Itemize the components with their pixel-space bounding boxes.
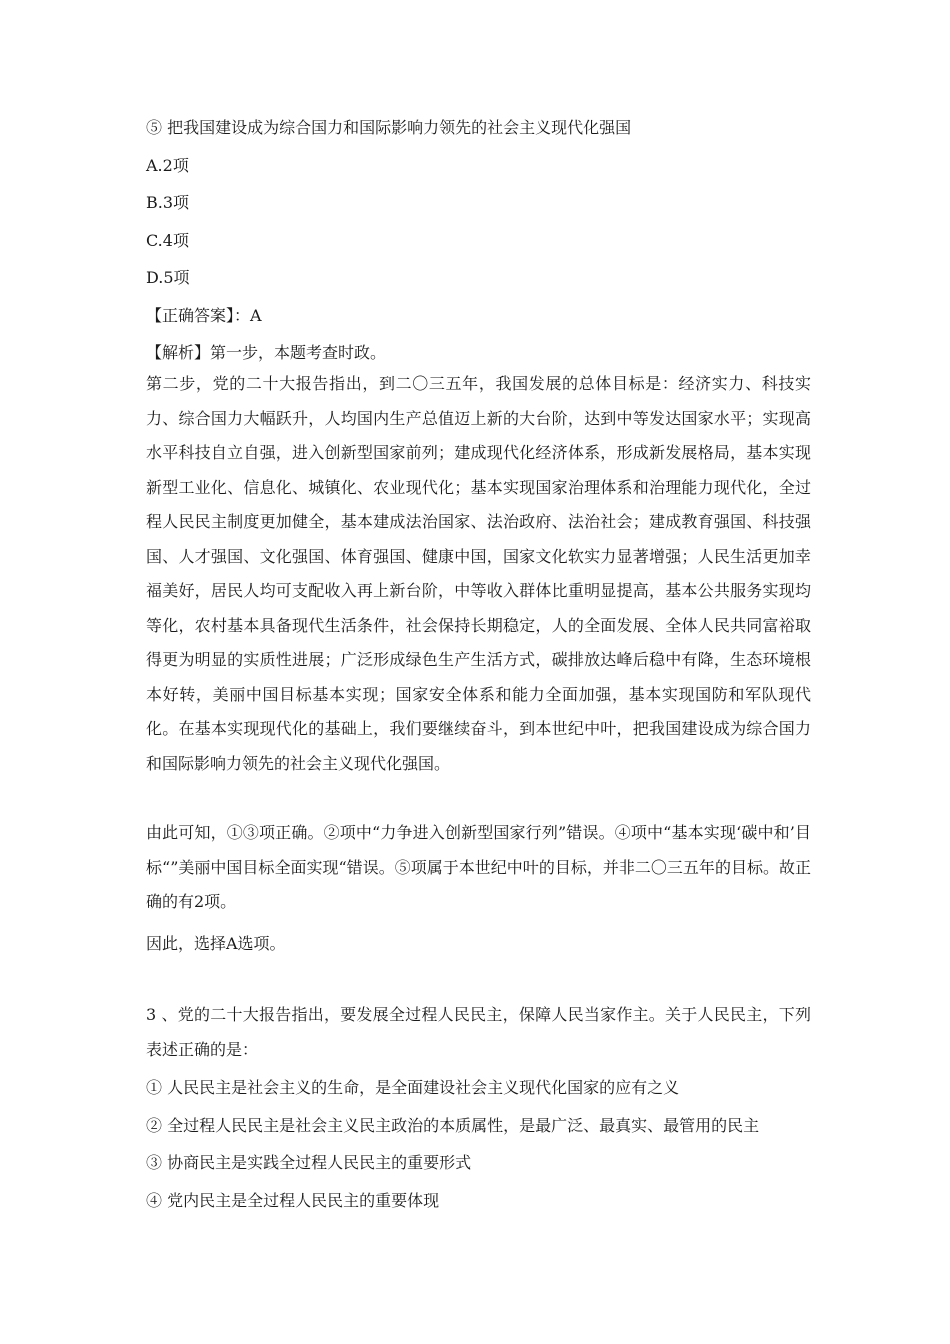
option-5: ⑤ 把我国建设成为综合国力和国际影响力领先的社会主义现代化强国 <box>146 118 632 137</box>
q3-option-3: ③ 协商民主是实践全过程人民民主的重要形式 <box>146 1153 472 1172</box>
question-3-options <box>146 1069 811 1219</box>
correct-answer: 【正确答案】：A <box>146 305 262 325</box>
q3-option-1: ① 人民民主是社会主义的生命，是全面建设社会主义现代化国家的应有之义 <box>146 1078 680 1097</box>
analysis-intro: 【解析】第一步，本题考查时政。 <box>146 343 387 362</box>
previous-question-tail <box>146 109 811 372</box>
choice-d: D.5项 <box>146 268 190 287</box>
question-3-stem: 3 、党的二十大报告指出，要发展全过程人民民主，保障人民当家作主。关于人民民主，下列表述正确的是： <box>146 1005 811 1059</box>
choice-b: B.3项 <box>146 193 190 212</box>
analysis-final: 因此，选择A选项。 <box>146 934 286 953</box>
analysis-conclusion: 由此可知，①③项正确。②项中“力争进入创新型国家行列”错误。④项中“基本实现‘碳中和’目标“”美丽中国目标全面实现“错误。⑤项属于本世纪中叶的目标，并非二〇三五年的目标。故正确的有2项。 <box>146 823 811 911</box>
q3-option-2: ② 全过程人民民主是社会主义民主政治的本质属性，是最广泛、最真实、最管用的民主 <box>146 1115 760 1135</box>
choice-a: A.2项 <box>146 155 189 175</box>
q3-option-4: ④ 党内民主是全过程人民民主的重要体现 <box>146 1190 440 1210</box>
analysis-step-2: 第二步，党的二十大报告指出，到二〇三五年，我国发展的总体目标是：经济实力、科技实力、综合国力大幅跃升，人均国内生产总值迈上新的大台阶，达到中等发达国家水平；实现高水平科技自立自强，进入创新型国家前列；建成现代化经济体系，形成新发展格局，基本实现新型工业化、信息化、城镇化、农业现代化；基本实现国家治理体系和治理能力现代化，全过程人民民主制度更加健全，基本建成法治国家、法治政府、法治社会；建成教育强国、科技强国、人才强国、文化强国、体育强国、健康中国，国家文化软实力显著增强；人民生活更加幸福美好，居民人均可支配收入再上新台阶，中等收入群体比重明显提高，基本公共服务实现均等化，农村基本具备现代生活条件，社会保持长期稳定，人的全面发展、全体人民共同富裕取得更为明显的实质性进展；广泛形成绿色生产生活方式，碳排放达峰后稳中有降，生态环境根本好转，美丽中国目标基本实现；国家安全体系和能力全面加强，基本实现国防和军队现代化。在基本实现现代化的基础上，我们要继续奋斗，到本世纪中叶，把我国建设成为综合国力和国际影响力领先的社会主义现代化强国。 <box>146 374 811 773</box>
choice-c: C.4项 <box>146 230 189 250</box>
